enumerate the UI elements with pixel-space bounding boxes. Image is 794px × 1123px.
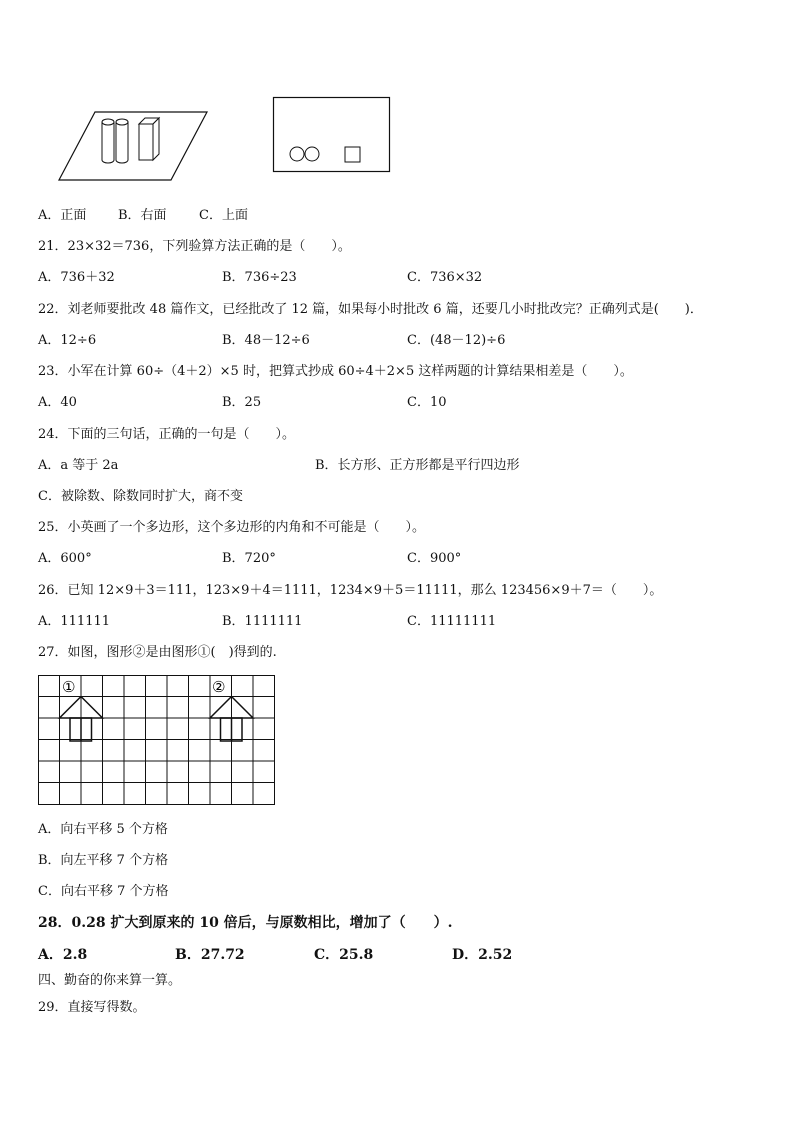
solids-on-plane-figure [55,108,210,184]
q26-option-b[interactable]: B．1111111 [222,614,303,629]
q24-option-b[interactable]: B．长方形、正方形都是平行四边形 [315,458,520,473]
q22-option-b[interactable]: B．48－12÷6 [222,333,310,348]
q24-option-a[interactable]: A．a 等于 2a [38,458,119,473]
q23-option-a[interactable]: A．40 [38,395,77,410]
q25-option-c[interactable]: C．900° [407,551,462,566]
q20-option-c[interactable]: C．上面 [199,208,248,223]
q26-option-a[interactable]: A．111111 [38,614,111,629]
q21-question: 21．23×32＝736，下列验算方法正确的是（ ）。 [38,239,351,254]
view-rectangle-figure [272,96,392,174]
section-4-title: 四、勤奋的你来算一算。 [38,973,182,988]
q23-option-c[interactable]: C．10 [407,395,447,410]
q27-option-a[interactable]: A．向右平移 5 个方格 [38,822,168,837]
q27-option-c[interactable]: C．向右平移 7 个方格 [38,884,169,899]
grid-label-2: ② [212,678,226,696]
q25-option-b[interactable]: B．720° [222,551,276,566]
q22-option-c[interactable]: C．(48－12)÷6 [407,333,506,348]
q28-question: 28．0.28 扩大到原来的 10 倍后，与原数相比，增加了（ ）. [38,915,453,931]
q28-option-c[interactable]: C．25.8 [314,947,374,963]
q21-option-c[interactable]: C．736×32 [407,270,483,285]
q28-option-b[interactable]: B．27.72 [175,947,245,963]
q26-option-c[interactable]: C．11111111 [407,614,497,629]
q24-option-c[interactable]: C．被除数、除数同时扩大，商不变 [38,489,243,504]
q25-question: 25．小英画了一个多边形，这个多边形的内角和不可能是（ ）。 [38,520,426,535]
q29-question: 29．直接写得数。 [38,1000,146,1015]
grid-label-1: ① [62,678,76,696]
q22-option-a[interactable]: A．12÷6 [38,333,97,348]
q21-option-a[interactable]: A．736＋32 [38,270,115,285]
q23-option-b[interactable]: B．25 [222,395,262,410]
q22-question: 22．刘老师要批改 48 篇作文，已经批改了 12 篇，如果每小时批改 6 篇，还要几小时批改完？正确列式是( )． [38,302,703,317]
q20-option-a[interactable]: A．正面 [38,208,87,223]
q23-question: 23．小军在计算 60÷（4＋2）×5 时，把算式抄成 60÷4＋2×5 这样两题的计算结果相差是（ ）。 [38,364,633,379]
q21-option-b[interactable]: B．736÷23 [222,270,297,285]
q24-question: 24．下面的三句话，正确的一句是（ ）。 [38,427,296,442]
q28-option-a[interactable]: A．2.8 [38,947,88,963]
q26-question: 26．已知 12×9＋3＝111，123×9＋4＝1111，1234×9＋5＝11111，那么 123456×9＋7＝（ ）。 [38,583,663,598]
q27-question: 27．如图，图形②是由图形①( )得到的. [38,645,277,660]
q20-option-b[interactable]: B．右面 [118,208,167,223]
q28-option-d[interactable]: D．2.52 [452,947,513,963]
q27-option-b[interactable]: B．向左平移 7 个方格 [38,853,169,868]
q25-option-a[interactable]: A．600° [38,551,92,566]
translation-grid-figure [38,675,278,807]
